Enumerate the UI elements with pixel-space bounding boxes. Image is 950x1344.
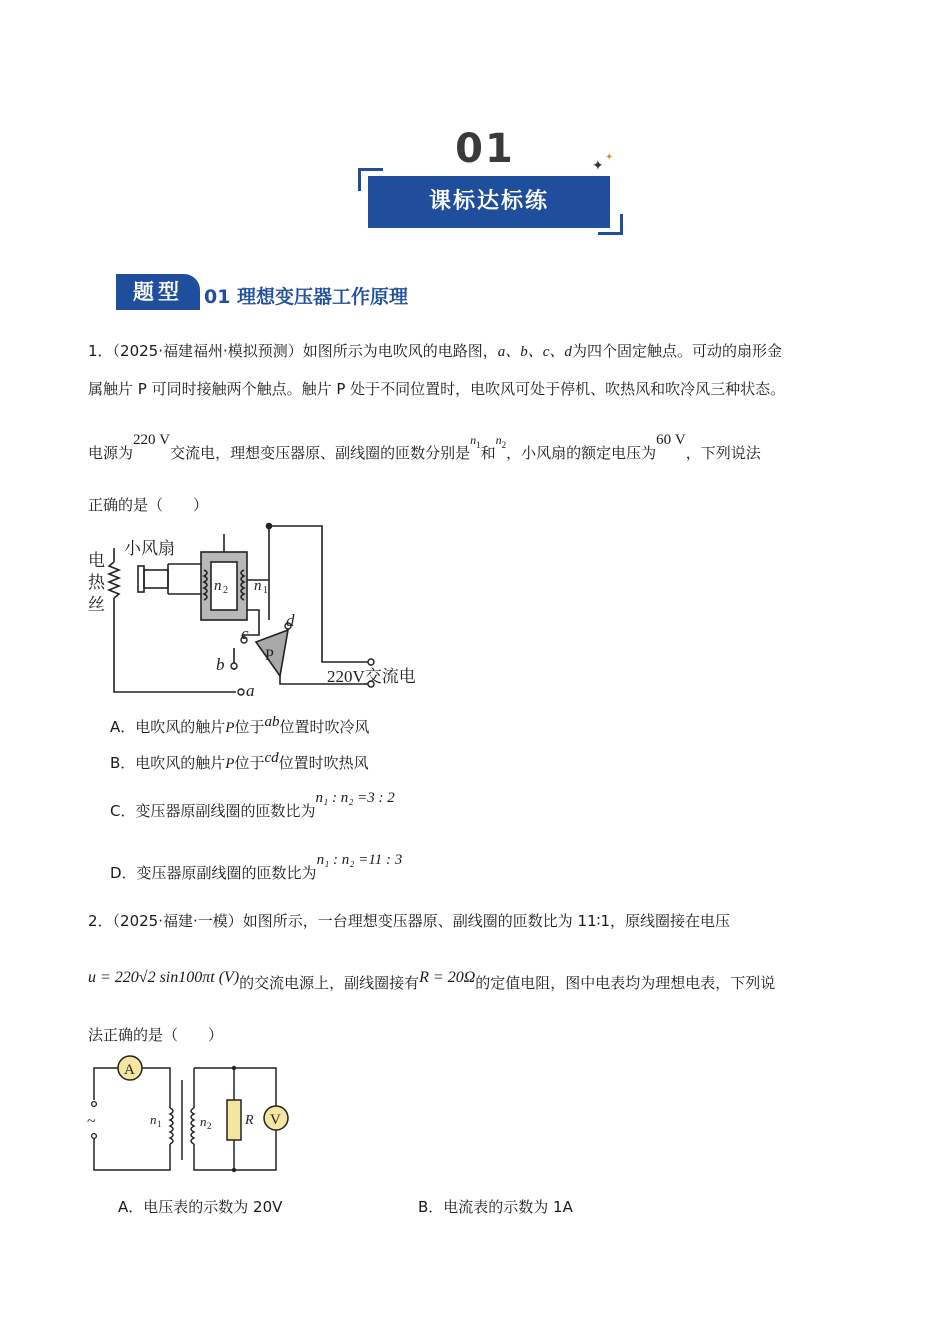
- q2-line-2: u = 220√2 sin100πt (V)的交流电源上，副线圈接有R = 20Ω的定值电阻，图中电表均为理想电表，下列说: [88, 969, 776, 992]
- terminal-d-label: d: [286, 611, 295, 630]
- q2-line-3: 法正确的是（ ）: [88, 1026, 224, 1044]
- resistor-shape: [227, 1100, 241, 1140]
- n2-label: n: [214, 578, 222, 594]
- q1-line-1: 1．（2025·福建福州·模拟预测）如图所示为电吹风的电路图，a、b、c、d为四个固定触点。可动的扇形金: [88, 342, 782, 360]
- q2-circuit-figure: [84, 1052, 294, 1180]
- section-title: 01 理想变压器工作原理: [204, 286, 409, 308]
- q1-option-c[interactable]: C．变压器原副线圈的匝数比为n₁ : n₂ =3 : 2: [110, 790, 395, 820]
- ammeter-label: A: [124, 1062, 135, 1078]
- source-label: 220V交流电: [327, 667, 416, 686]
- n2-label: n: [200, 1114, 207, 1129]
- q1-option-b[interactable]: B．电吹风的触片P位于cd位置时吹热风: [110, 750, 369, 772]
- n2-sub: 2: [223, 585, 228, 596]
- header-title: 课标达标练: [368, 176, 610, 228]
- sparkle-icon: ✦: [592, 158, 604, 174]
- n2-sub: 2: [207, 1121, 212, 1131]
- heater-label-1: 电: [88, 551, 105, 570]
- q2-option-a[interactable]: A．电压表的示数为 20V: [118, 1198, 283, 1216]
- sparkle-small-icon: ✦: [605, 152, 614, 163]
- contact-p-label: P: [265, 647, 274, 664]
- n1-sub: 1: [263, 585, 268, 596]
- n1-label: n: [254, 578, 262, 594]
- n1-sub: 1: [157, 1119, 162, 1129]
- q1-option-d[interactable]: D．变压器原副线圈的匝数比为n₁ : n₂ =11 : 3: [110, 852, 403, 882]
- fan-label: 小风扇: [124, 539, 175, 558]
- n1-label: n: [150, 1112, 157, 1127]
- q1-circuit-figure: [84, 520, 434, 700]
- ac-source-tilde: ~: [87, 1113, 96, 1130]
- section-tag: 题型: [116, 274, 200, 310]
- header-corner-decoration: [598, 214, 623, 235]
- heater-label-3: 丝: [88, 595, 105, 614]
- q2-line-1: 2．（2025·福建·一模）如图所示，一台理想变压器原、副线圈的匝数比为 11∶1，原线圈接在电压: [88, 912, 731, 930]
- voltmeter-label: V: [270, 1112, 281, 1128]
- terminal-a-label: a: [246, 681, 255, 700]
- q1-option-a[interactable]: A．电吹风的触片P位于ab位置时吹冷风: [110, 714, 370, 736]
- q1-line-4: 正确的是（ ）: [88, 496, 209, 514]
- resistor-label: R: [245, 1113, 254, 1128]
- q1-line-2: 属触片 P 可同时接触两个触点。触片 P 处于不同位置时，电吹风可处于停机、吹热风和吹冷风三种状态。: [88, 380, 786, 398]
- q1-line-3: 电源为220 V交流电，理想变压器原、副线圈的匝数分别是$^{n1}$和$^{n2}$，小风扇的额定电压为60 V，下列说法: [88, 432, 761, 462]
- q2-option-b[interactable]: B．电流表的示数为 1A: [418, 1198, 573, 1216]
- terminal-c-label: c: [241, 624, 249, 643]
- heater-label-2: 热: [88, 573, 105, 592]
- terminal-b-label: b: [216, 655, 225, 674]
- header-number: 01: [455, 126, 515, 172]
